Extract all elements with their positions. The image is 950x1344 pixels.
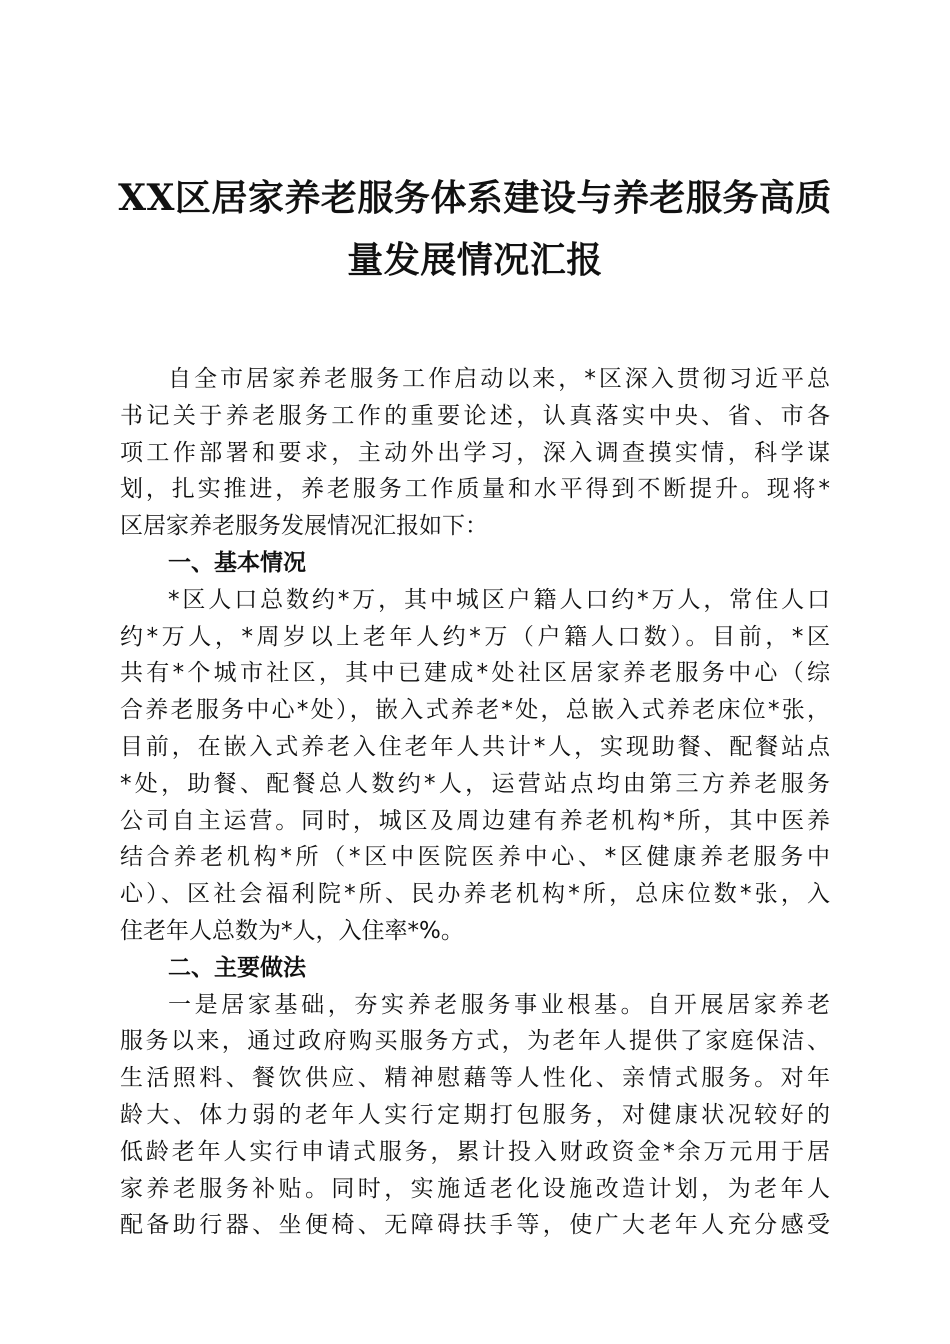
document-title-line-1: XX区居家养老服务体系建设与养老服务高质 xyxy=(118,177,832,219)
paragraph-practices-line: 龄大、体力弱的老年人实行定期打包服务，对健康状况较好的 xyxy=(120,1101,830,1128)
paragraph-practices-line: 家养老服务补贴。同时，实施适老化设施改造计划，为老年人 xyxy=(120,1175,830,1202)
paragraph-basic-line: *处，助餐、配餐总人数约*人，运营站点均由第三方养老服务 xyxy=(120,770,830,797)
paragraph-basic-line: 合养老服务中心*处），嵌入式养老*处，总嵌入式养老床位*张， xyxy=(120,697,830,724)
paragraph-practices-line: 配备助行器、坐便椅、无障碍扶手等，使广大老年人充分感受 xyxy=(120,1212,830,1239)
paragraph-practices-line: 服务以来，通过政府购买服务方式，为老年人提供了家庭保洁、 xyxy=(120,1028,830,1055)
paragraph-practices-line: 一是居家基础，夯实养老服务事业根基。自开展居家养老 xyxy=(168,991,830,1018)
paragraph-intro-line: 书记关于养老服务工作的重要论述，认真落实中央、省、市各 xyxy=(120,402,830,429)
paragraph-basic-line: 心）、区社会福利院*所、民办养老机构*所，总床位数*张，入 xyxy=(120,881,830,908)
paragraph-intro-line: 划，扎实推进，养老服务工作质量和水平得到不断提升。现将* xyxy=(120,476,830,503)
section-heading-basic-situation: 一、基本情况 xyxy=(168,549,306,576)
paragraph-basic-line: 公司自主运营。同时，城区及周边建有养老机构*所，其中医养 xyxy=(120,807,830,834)
document-body xyxy=(120,361,830,1244)
paragraph-practices-line: 低龄老年人实行申请式服务，累计投入财政资金*余万元用于居 xyxy=(120,1138,830,1165)
paragraph-practices-line: 生活照料、餐饮供应、精神慰藉等人性化、亲情式服务。对年 xyxy=(120,1065,830,1092)
paragraph-basic-line: 目前，在嵌入式养老入住老年人共计*人，实现助餐、配餐站点 xyxy=(120,733,830,760)
paragraph-basic-line: 住老年人总数为*人，入住率*%。 xyxy=(120,917,464,944)
paragraph-basic-line: 结合养老机构*所（*区中医院医养中心、*区健康养老服务中 xyxy=(120,844,830,871)
paragraph-basic-line: 约*万人，*周岁以上老年人约*万（户籍人口数）。目前，*区 xyxy=(120,623,830,650)
section-heading-main-practices: 二、主要做法 xyxy=(168,954,306,981)
paragraph-intro-line: 项工作部署和要求，主动外出学习，深入调查摸实情，科学谋 xyxy=(120,439,830,466)
paragraph-basic-line: 共有*个城市社区，其中已建成*处社区居家养老服务中心（综 xyxy=(120,660,830,687)
paragraph-basic-line: *区人口总数约*万，其中城区户籍人口约*万人，常住人口 xyxy=(168,586,830,613)
paragraph-intro-line: 自全市居家养老服务工作启动以来，*区深入贯彻习近平总 xyxy=(168,366,830,392)
document-title-line-2: 量发展情况汇报 xyxy=(347,239,603,281)
paragraph-intro-line: 区居家养老服务发展情况汇报如下： xyxy=(120,513,488,540)
